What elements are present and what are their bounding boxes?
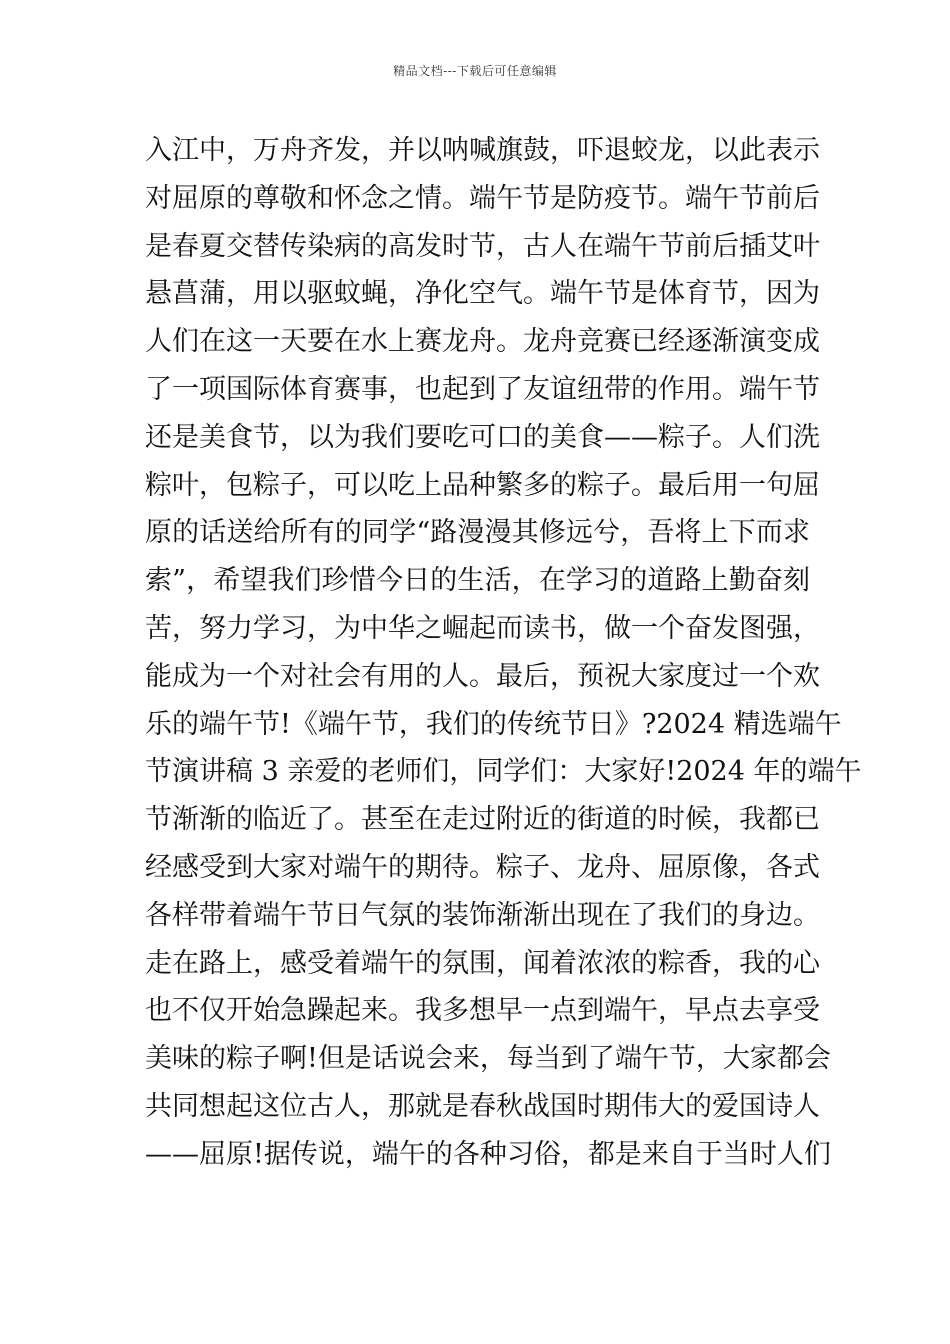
text-line: 是春夏交替传染病的高发时节，古人在端午节前后插艾叶 xyxy=(145,230,820,262)
text-line: 共同想起这位古人，那就是春秋战国时期伟大的爱国诗人 xyxy=(145,1090,820,1122)
text-line: 粽叶，包粽子，可以吃上品种繁多的粽子。最后用一句屈 xyxy=(145,469,820,501)
page-header: 精品文档---下载后可任意编辑 xyxy=(393,64,557,78)
text-line: 走在路上，感受着端午的氛围，闻着浓浓的粽香，我的心 xyxy=(145,947,820,979)
text-line: 美味的粽子啊!但是话说会来，每当到了端午节，大家都会 xyxy=(145,1043,831,1075)
text-line: 对屈原的尊敬和怀念之情。端午节是防疫节。端午节前后 xyxy=(145,182,820,214)
document-body xyxy=(145,127,862,1179)
text-line: 节渐渐的临近了。甚至在走过附近的街道的时候，我都已 xyxy=(145,804,820,836)
text-line: 原的话送给所有的同学“路漫漫其修远兮，吾将上下而求 xyxy=(145,517,810,549)
text-line: 入江中，万舟齐发，并以呐喊旗鼓，吓退蛟龙，以此表示 xyxy=(145,135,820,166)
text-line: 索”，希望我们珍惜今日的生活，在学习的道路上勤奋刻 xyxy=(145,565,810,597)
text-line: 节演讲稿 3 亲爱的老师们，同学们：大家好!2024 年的端午 xyxy=(145,756,862,788)
text-line: 乐的端午节!《端午节，我们的传统节日》?2024 精选端午 xyxy=(145,708,842,740)
text-line: 经感受到大家对端午的期待。粽子、龙舟、屈原像，各式 xyxy=(145,851,820,883)
text-line: ——屈原!据传说，端午的各种习俗，都是来自于当时人们 xyxy=(145,1138,831,1170)
text-line: 能成为一个对社会有用的人。最后，预祝大家度过一个欢 xyxy=(145,660,820,692)
text-line: 苦，努力学习，为中华之崛起而读书，做一个奋发图强， xyxy=(145,612,820,644)
text-line: 也不仅开始急躁起来。我多想早一点到端午，早点去享受 xyxy=(145,995,820,1027)
text-line: 了一项国际体育赛事，也起到了友谊纽带的作用。端午节 xyxy=(145,373,820,405)
text-line: 还是美食节，以为我们要吃可口的美食——粽子。人们洗 xyxy=(145,421,820,453)
text-line: 悬菖蒲，用以驱蚊蝇，净化空气。端午节是体育节，因为 xyxy=(145,278,820,310)
text-line: 人们在这一天要在水上赛龙舟。龙舟竞赛已经逐渐演变成 xyxy=(145,326,820,358)
text-line: 各样带着端午节日气氛的装饰渐渐出现在了我们的身边。 xyxy=(145,899,820,931)
